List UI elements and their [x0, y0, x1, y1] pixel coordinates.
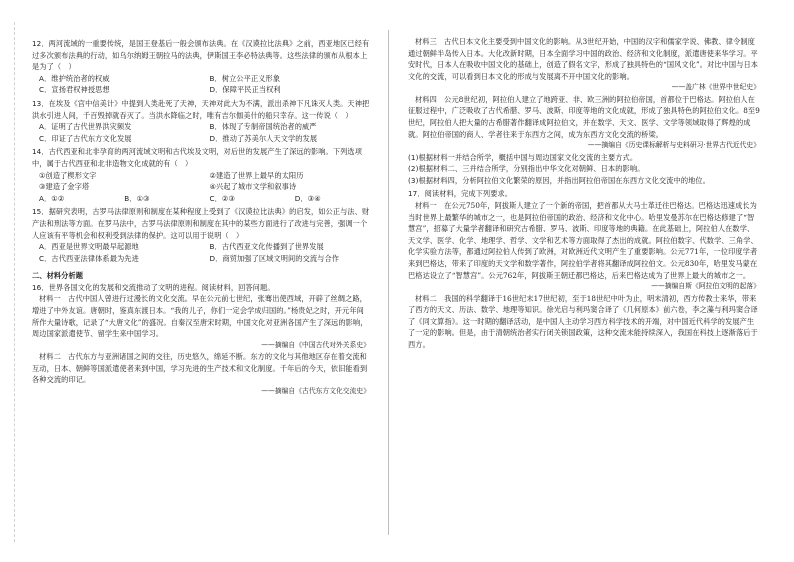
option-c[interactable]: C．古代西亚法律体系最为先进	[39, 253, 139, 263]
question-15	[32, 206, 370, 264]
material-17-2: 材料二 我国的科学翻译于16世纪末17世纪初，至于18世纪中叶为止，明末清初，西方传教士来华，带来了西方的天文、历法、数学、地理等知识。徐光启与利玛窦合译了《几何原本》前六卷，李之藻与利玛窦合译了《同文算指》。这一时期的翻译活动，是中国人主动学习西方科学技术的开端，对中国近代科学的发展产生了一定的影响。但是，由于清朝统治者实行闭关锁国政策，这种交流未能持续深入，我国在科技上逐渐落后于西方。	[408, 293, 758, 349]
question-13-options	[32, 121, 370, 144]
question-14-items	[32, 170, 370, 193]
option-b[interactable]: B．体现了专制帝国统治者的威严	[209, 122, 317, 132]
option-d[interactable]: D．推动了苏美尔人天文学的发展	[209, 133, 318, 143]
material-3: 材料三 古代日本文化主要受到中国文化的影响。从3世纪开始，中国的汉字和儒家学说、佛教、律令制度通过朝鲜半岛传入日本。大化改新时期，日本全面学习中国的政治、经济和文化制度，派遣唐使来华学习。平安时代，日本人在吸收中国文化的基础上，创造了假名文字，形成了独具特色的“国风文化”。对比中国与日本文化的交流，可以看到日本文化的形成与发展离不开中国文化的影响。	[408, 37, 759, 81]
left-column	[32, 36, 370, 397]
option-c[interactable]: C．印证了古代东方文化发展	[39, 133, 132, 143]
sub-question-3: (3)根据材料四，分析阿拉伯文化繁荣的原因，并指出阿拉伯帝国在东西方文化交流中的地位。	[408, 175, 710, 185]
option-a[interactable]: A．维护统治者的权威	[39, 73, 110, 83]
binding-line	[14, 22, 15, 542]
question-14	[32, 146, 370, 204]
binding-margin	[0, 0, 18, 562]
option-d[interactable]: D．③④	[294, 193, 321, 203]
material-17-1-source: ——摘编自斯《阿拉伯文明的起落》	[651, 282, 760, 291]
option-b[interactable]: B．古代西亚文化传播到了世界发展	[209, 242, 324, 252]
material-17-1: 材料一 在公元750年，阿拔斯人建立了一个新的帝国，把首都从大马士革迁往巴格达。巴格达迅速成长为当时世界上最繁华的城市之一，也是阿拉伯帝国的政治、经济和文化中心。哈里发曼苏尔在巴格达修建了“智慧宫”，招募了大量学者翻译和研究古希腊、罗马、波斯、印度等地的典籍。在此基础上，阿拉伯人在数学、天文学、医学、化学、地理学、哲学、文学和艺术等方面取得了杰出的成就。阿拉伯数字、代数学、三角学、化学实验方法等，都通过阿拉伯人传到了欧洲，对欧洲近代文明产生了重要影响。公元771年，一位印度学者来到巴格达，带来了印度的天文学和数学著作，阿拉伯学者将其翻译成阿拉伯文。公元830年，哈里发马蒙在巴格达设立了“智慧宫”。公元762年，阿拔斯王朝迁都巴格达，后来巴格达成为了世界上最大的城市之一。	[408, 200, 758, 280]
question-12-stem: 12．两河流域的一重要传统，是国王登基后一般会颁布法典。在《汉谟拉比法典》之前，西亚地区已经有过多次颁布法典的行动，如乌尔纳姆王朝拉马的法典，伊斯国王李必特法典等。这些法律的颁布从根本上是为了（ ）	[32, 39, 370, 72]
option-b[interactable]: B．树立公平正义形象	[209, 73, 281, 83]
item-4: ④兴起了城市文学和叙事诗	[209, 182, 297, 192]
question-12-options	[32, 73, 370, 96]
question-13	[32, 98, 370, 144]
question-14-options	[32, 193, 370, 205]
option-c[interactable]: C．②③	[209, 193, 235, 203]
item-1: ①创造了楔形文字	[39, 170, 97, 180]
material-1: 材料一 古代中国人曾进行过漫长的文化交流。早在公元前七世纪，张骞出使西域，开辟了丝绸之路，增进了中外友谊。唐朝时，鉴真东渡日本。“我的儿子，你们一定会学成归国的。”杨贵妃之时，开元年间所作大量诗歌，记录了“大唐文化”的盛况。自秦汉至唐宋时期，中国文化对亚洲各国产生了深远的影响，周边国家派遣使节、留学生来中国学习。	[32, 294, 368, 339]
option-d[interactable]: D．商贸加强了区域文明间的交流与合作	[209, 253, 340, 263]
item-3: ③建造了金字塔	[39, 182, 90, 192]
option-a[interactable]: A．西亚是世界文明最早起源地	[39, 242, 139, 252]
material-3-source: ——盖广林《世界中世纪史》	[671, 83, 760, 92]
material-2-source: ——摘编自《古代东方文化交流史》	[261, 387, 370, 396]
sub-question-1: (1)根据材料一并结合所学，概括中国与周边国家文化交流的主要方式。	[408, 152, 638, 162]
option-c[interactable]: C．宣扬君权神授思想	[39, 85, 110, 95]
question-12	[32, 38, 370, 96]
option-a[interactable]: A．①②	[39, 193, 65, 203]
sub-question-2: (2)根据材料二、三并结合所学，分别指出中华文化对朝鲜、日本的影响。	[408, 164, 645, 174]
question-15-options	[32, 241, 370, 264]
material-4-source: ——摘编自《历史课标解析与史料研习·世界古代近代史》	[587, 141, 760, 150]
material-1-source: ——摘编自《中国古代对外关系史》	[261, 340, 370, 349]
item-2: ②建造了世界上最早的太阳历	[209, 170, 304, 180]
question-15-stem: 15．据研究表明，古罗马法律原则和制度在某种程度上受到了《汉谟拉比法典》的启发，如公正与法、财产法和刑法等方面。在罗马法中，古罗马法律原则和制度在其中的某些方面进行了改进与完善，强调一个人应该有平等机会和权利受到法律的保护。这可以用于说明（ ）	[32, 207, 370, 240]
option-b[interactable]: B．①③	[124, 193, 150, 203]
material-4: 材料四 公元8世纪初，阿拉伯人建立了地跨亚、非、欧三洲的阿拉伯帝国，首都位于巴格达。阿拉伯人在征服过程中，广泛吸收了古代希腊、罗马、波斯、印度等地的文化成就，形成了独具特色的阿拉伯文化。8至9世纪，阿拉伯人把大量的古希腊著作翻译成阿拉伯文，并在数学、天文、医学、文学等领域取得了辉煌的成就。阿拉伯帝国的商人、学者往来于东西方之间，成为东西方文化交流的桥梁。	[408, 94, 760, 139]
question-16-stem: 16．世界各国文化的发展和交流推动了文明的进程。阅读材料，回答问题。	[32, 282, 275, 292]
section-heading: 二、材料分析题	[32, 271, 84, 281]
question-13-stem: 13．在埃及《宫中信美计》中提到人类赴死了天神，天神对此大为不满，派出杀神下凡诛灭人类。天神把洪水引进人间，千百毁掉就吞灭了。当洪水降临之时，唯有吉尔伽美什的船只幸存。这一传说（ ）	[32, 98, 370, 120]
option-a[interactable]: A．证明了古代世界洪灾频发	[39, 122, 132, 132]
right-column	[408, 36, 760, 350]
question-14-stem: 14．古代西亚和北非孕育的两河流域文明和古代埃及文明，对后世的发展产生了深远的影响。下列选项中，属于古代西亚和北非造物文化成就的有（ ）	[32, 147, 363, 168]
option-d[interactable]: D．保障平民正当权利	[209, 85, 281, 95]
question-17-stem: 17．阅读材料，完成下列要求。	[408, 189, 513, 199]
material-2: 材料二 古代东方与亚洲诸国之间的交往，历史悠久，绵延不断。东方的文化与其他地区存在着交流和互动，日本、朝鲜等国派遣使者来到中国，学习先进的生产技术和文化制度。千年后的今天，依旧能看到各种交流的印记。	[32, 352, 368, 385]
column-divider	[388, 30, 389, 535]
